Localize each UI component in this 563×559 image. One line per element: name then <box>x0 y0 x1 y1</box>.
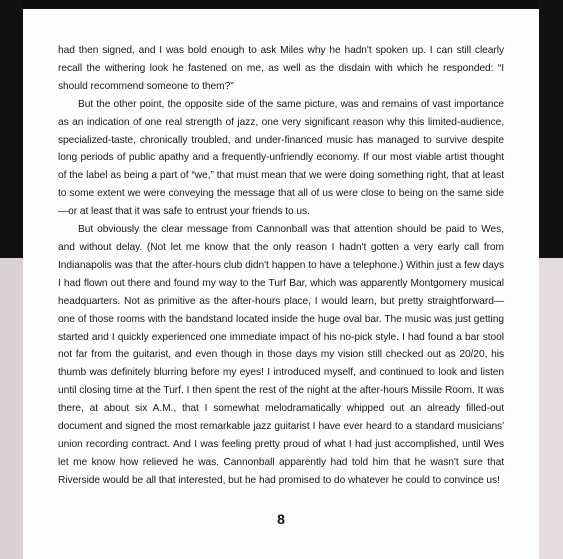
booklet-page <box>23 9 539 559</box>
paragraph-wes-montgomery: But obviously the clear message from Cannonball was that attention should be paid to Wes, and without delay. (Not let me know that the only reason I hadn't gotten a very early call from Indianapolis was that the after-hours club didn't happen to have a telephone.) Within just a few days I had flown out there and found my way to the Turf Bar, which was apparently Montgomery musical headquarters. Not as primitive as the after-hours place, I would learn, but pretty straightforward—one of those rooms with the bandstand located inside the huge oval bar. The music was just getting started and I quickly experienced one immediate impact of his no-pick style. I had found a bar stool not far from the guitarist, and even though in those days my vision still checked out as 20/20, his thumb was definitely blurring before my eyes! I introduced myself, and continued to look and listen until closing time at the Turf. I then spent the rest of the night at the after-hours Missile Room. It was there, at about six A.M., that I somewhat melodramatically whipped out an already filled-out document and signed the most remarkable jazz guitarist I have ever heard to a standard musicians' union recording contract. And I was feeling pretty proud of what I had just accomplished, until Wes let me know how relieved he was. Cannonball apparently had told him that he wasn't sure that Riverside would be all that interested, but he had promised to do whatever he could to convince us! <box>58 224 504 486</box>
body-text <box>58 42 504 490</box>
scan-border-top <box>0 0 563 9</box>
paragraph-jazz-strength: But the other point, the opposite side of the same picture, was and remains of vast importance as an indication of one real strength of jazz, one very significant reason why this limited-audience, specialized-taste, chronically troubled, and under-financed music has managed to survive despite long periods of public apathy and a frequently-unfriendly economy. If our most viable artist thought of the label as being a part of “we,” that must mean that we were doing something right, that at least to some extent we were conveying the message that all of us were close to being on the same side—or at least that it was safe to entrust your friends to us. <box>58 98 504 218</box>
paragraph-continued: had then signed, and I was bold enough to ask Miles why he hadn't spoken up. I can still clearly recall the withering look he fastened on me, as well as the disdain with which he responded: “I should recommend someone to them?” <box>58 45 504 92</box>
scan-border-left <box>0 0 23 559</box>
scan-border-right <box>539 0 563 559</box>
page-number: 8 <box>277 511 285 527</box>
